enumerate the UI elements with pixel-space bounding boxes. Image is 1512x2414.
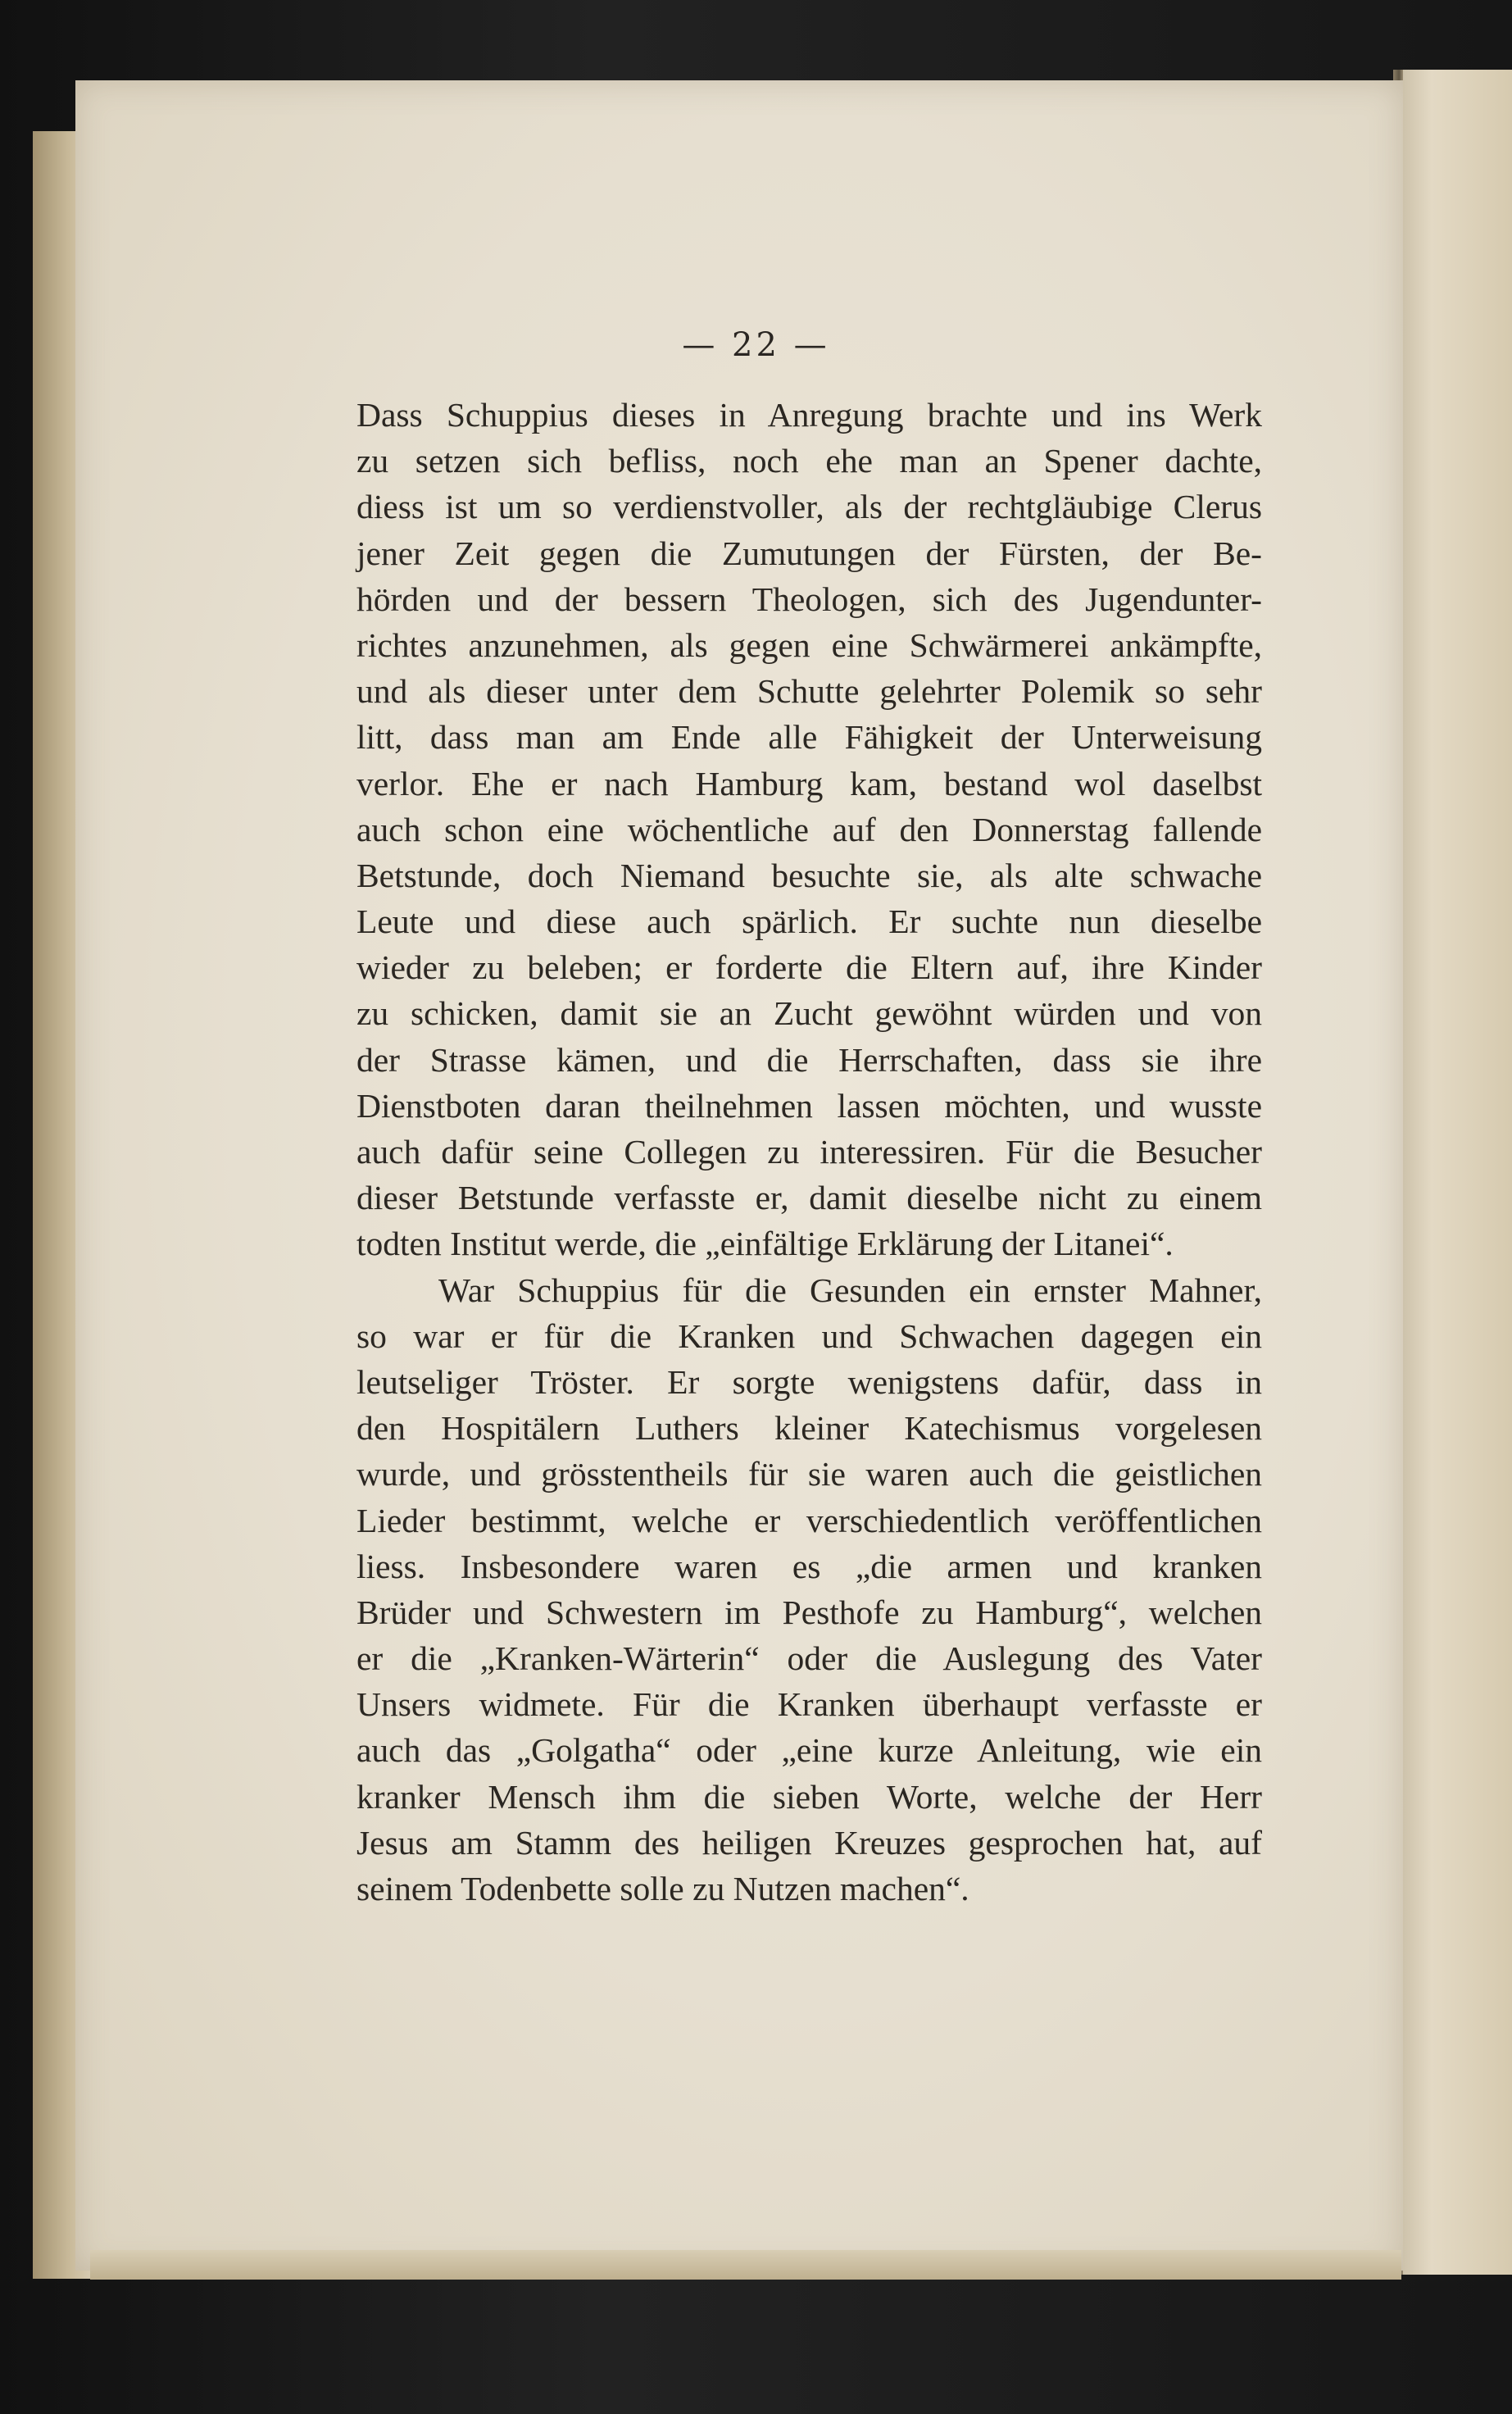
text-line: kranker Mensch ihm die sieben Worte, welche der Herr <box>356 1777 1262 1816</box>
text-line: Dienstboten daran theilnehmen lassen möchten, und wusste <box>356 1086 1262 1125</box>
page-bottom-edge <box>90 2250 1401 2280</box>
text-line: jener Zeit gegen die Zumutungen der Fürsten, der Be- <box>356 534 1262 572</box>
text-line: zu schicken, damit sie an Zucht gewöhnt würden und von <box>356 994 1262 1033</box>
text-line: Betstunde, doch Niemand besuchte sie, als alte schwache <box>356 856 1262 894</box>
text-line: Leute und diese auch spärlich. Er suchte nun dieselbe <box>356 902 1262 941</box>
text-line: den Hospitälern Luthers kleiner Katechismus vorgelesen <box>356 1409 1262 1448</box>
text-line: dieser Betstunde verfasste er, damit dieselbe nicht zu einem <box>356 1179 1262 1217</box>
text-line: auch das „Golgatha“ oder „eine kurze Anleitung, wie ein <box>356 1731 1262 1770</box>
text-line: diess ist um so verdienstvoller, als der rechtgläubige Clerus <box>356 488 1262 526</box>
text-line: richtes anzunehmen, als gegen eine Schwärmerei ankämpfte, <box>356 625 1262 664</box>
text-line: War Schuppius für die Gesunden ein ernster Mahner, <box>438 1271 1262 1309</box>
text-line: er die „Kranken-Wärterin“ oder die Auslegung des Vater <box>356 1639 1262 1678</box>
text-line: auch dafür seine Collegen zu interessiren. Für die Besucher <box>356 1133 1262 1171</box>
text-line: Jesus am Stamm des heiligen Kreuzes gesprochen hat, auf <box>356 1823 1262 1862</box>
facing-page-edge <box>1397 70 1512 2275</box>
text-line: so war er für die Kranken und Schwachen dagegen ein <box>356 1316 1262 1355</box>
text-line: verlor. Ehe er nach Hamburg kam, bestand wol daselbst <box>356 764 1262 802</box>
page-number: — 22 — <box>682 326 830 364</box>
text-line: Unsers widmete. Für die Kranken überhaupt verfasste er <box>356 1685 1262 1724</box>
text-line: liess. Insbesondere waren es „die armen und kranken <box>356 1547 1262 1585</box>
text-line: Dass Schuppius dieses in Anregung brachte und ins Werk <box>356 396 1262 434</box>
text-line: auch schon eine wöchentliche auf den Donnerstag fallende <box>356 810 1262 848</box>
text-line: der Strasse kämen, und die Herrschaften, dass sie ihre <box>356 1040 1262 1079</box>
text-line: seinem Todenbette solle zu Nutzen machen“. <box>356 1870 969 1907</box>
text-line: Brüder und Schwestern im Pesthofe zu Hamburg“, welchen <box>356 1593 1262 1631</box>
text-line: leutseliger Tröster. Er sorgte wenigstens dafür, dass in <box>356 1362 1262 1401</box>
text-line: wurde, und grösstentheils für sie waren auch die geistlichen <box>356 1455 1262 1493</box>
body-text <box>356 392 1262 1912</box>
text-line: und als dieser unter dem Schutte gelehrter Polemik so sehr <box>356 672 1262 711</box>
text-line: wieder zu beleben; er forderte die Eltern auf, ihre Kinder <box>356 948 1262 987</box>
text-line: hörden und der bessern Theologen, sich des Jugendunter- <box>356 580 1262 618</box>
text-line: litt, dass man am Ende alle Fähigkeit der Unterweisung <box>356 718 1262 757</box>
text-line: Lieder bestimmt, welche er verschiedentlich veröffentlichen <box>356 1501 1262 1539</box>
text-line: todten Institut werde, die „einfältige Erklärung der Litanei“. <box>356 1225 1174 1263</box>
text-line: zu setzen sich befliss, noch ehe man an Spener dachte, <box>356 442 1262 480</box>
